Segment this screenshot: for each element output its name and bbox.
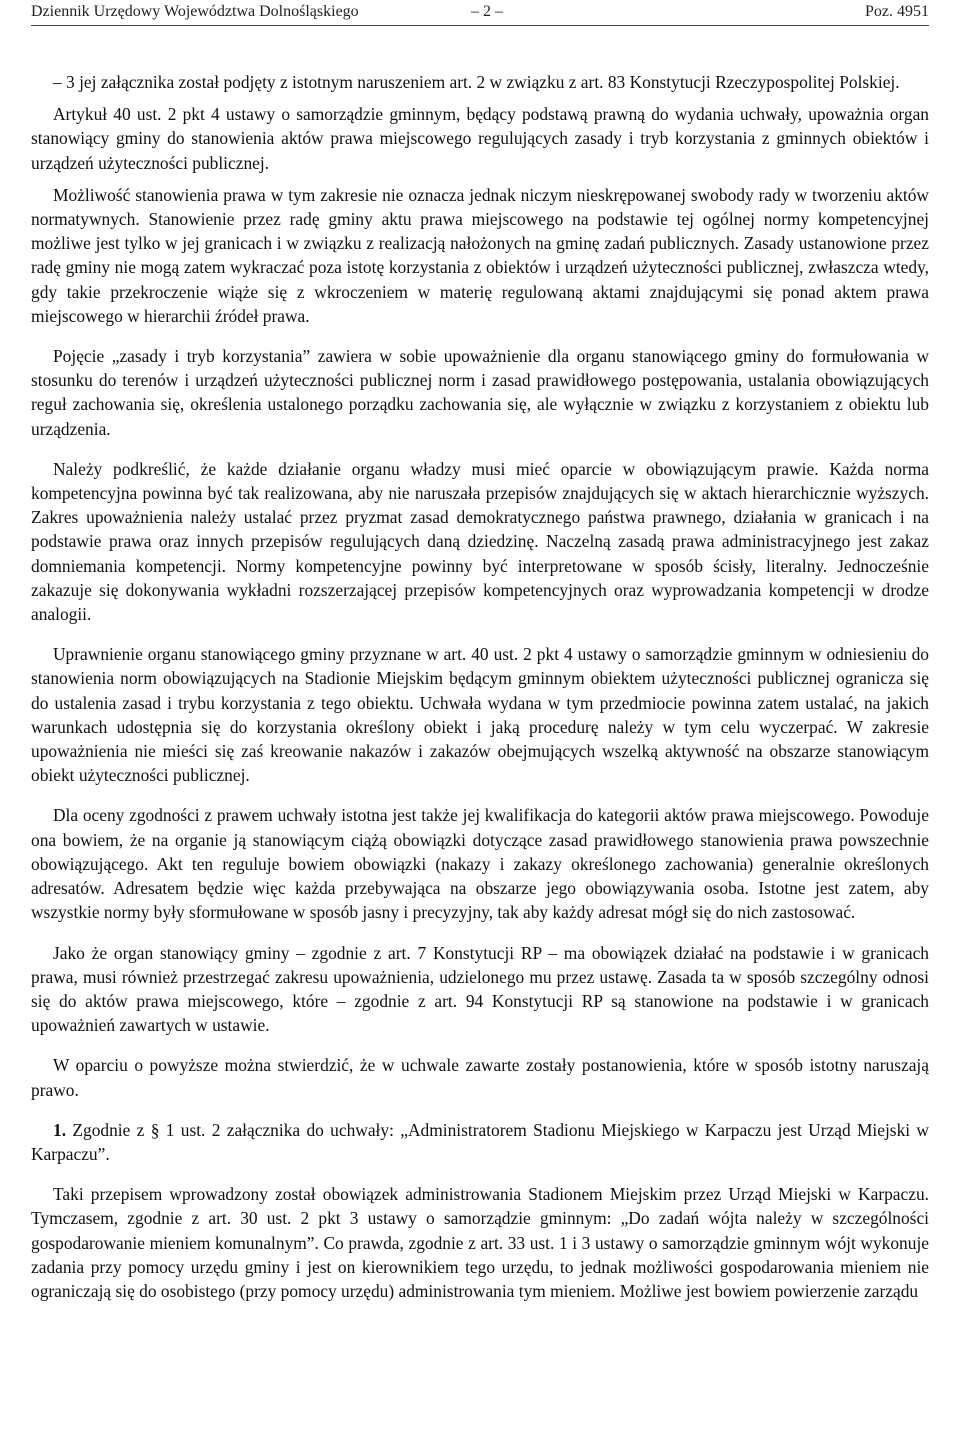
- paragraph-9: W oparciu o powyższe można stwierdzić, że w uchwale zawarte zostały postanowienia, które w sposób istotny naruszają prawo.: [31, 1055, 929, 1100]
- paragraph-7: Dla oceny zgodności z prawem uchwały istotna jest także jej kwalifikacja do kategorii aktów prawa miejscowego. Powoduje ona bowiem, że na organie ją stanowiącym ciążą obowiązki dotyczące zasad prawidłowego stanowienia prawa powszechnie obowiązującego. Akt ten reguluje bowiem obowiązki (nakazy i zakazy określonego zachowania) generalnie określonych adresatów. Adresatem będzie więc każda przebywająca na obszarze jego obowiązywania osoba. Istotne jest zatem, aby wszystkie normy były sformułowane w sposób jasny i precyzyjny, tak aby każdy adresat mógł się do nich zastosować.: [31, 805, 929, 923]
- paragraph-2: Artykuł 40 ust. 2 pkt 4 ustawy o samorządzie gminnym, będący podstawą prawną do wydania uchwały, upoważnia organ stanowiący gminy do stanowienia aktów prawa miejscowego regulujących zasady i tryb korzystania z gminnych obiektów i urządzeń użyteczności publicznej.: [31, 104, 929, 173]
- point-1-text: Zgodnie z § 1 ust. 2 załącznika do uchwały: „Administratorem Stadionu Miejskiego w Karpaczu jest Urząd Miejski w Karpaczu”.: [31, 1119, 929, 1164]
- position-number: Poz. 4951: [865, 3, 929, 20]
- document-body: [31, 70, 929, 1319]
- page-number: – 2 –: [471, 3, 503, 20]
- header-divider: [31, 25, 929, 26]
- point-1-paragraph: [31, 1118, 929, 1166]
- paragraph-5: Należy podkreślić, że każde działanie organu władzy musi mieć oparcie w obowiązującym prawie. Każda norma kompetencyjna powinna być tak realizowana, aby nie naruszała przepisów znajdujących się w aktach hierarchicznie wyższych. Zakres upoważnienia należy ustalać przez pryzmat zasad demokratycznego państwa prawnego, działania w granicach i na podstawie prawa oraz innych przepisów regulujących daną dziedzinę. Naczelną zasadą prawa administracyjnego jest zakaz domniemania kompetencji. Normy kompetencyjne powinny być interpretowane w sposób ścisły, literalny. Jednocześnie zakazuje się dokonywania wykładni rozszerzającej przepisów kompetencyjnych oraz wyprowadzania kompetencji w drodze analogii.: [31, 458, 929, 625]
- paragraph-3: Możliwość stanowienia prawa w tym zakresie nie oznacza jednak niczym nieskrępowanej swobody rady w tworzeniu aktów normatywnych. Stanowienie przez radę gminy aktu prawa miejscowego na podstawie tej ogólnej normy kompetencyjnej możliwe jest tylko w jej granicach i w związku z realizacją nałożonych na gminę zadań publicznych. Zasady ustanowione przez radę gminy nie mogą zatem wykraczać poza istotę korzystania z obiektów i urządzeń użyteczności publicznej, zwłaszcza wtedy, gdy takie przekroczenie wiąże się z wkroczeniem w materię regulowaną aktami znajdującymi się ponad aktem prawa miejscowego w hierarchii źródeł prawa.: [31, 184, 929, 326]
- paragraph-8: Jako że organ stanowiący gminy – zgodnie z art. 7 Konstytucji RP – ma obowiązek działać na podstawie i w granicach prawa, musi również przestrzegać zakresu upoważnienia, udzielonego mu przez ustawę. Zasada ta w sposób szczególny odnosi się do aktów prawa miejscowego, które – zgodnie z art. 94 Konstytucji RP są stanowione na podstawie i w granicach upoważnień zawartych w ustawie.: [31, 942, 929, 1036]
- paragraph-1: – 3 jej załącznika został podjęty z istotnym naruszeniem art. 2 w związku z art. 83 Konstytucji Rzeczypospolitej Polskiej.: [53, 72, 900, 92]
- paragraph-6: Uprawnienie organu stanowiącego gminy przyznane w art. 40 ust. 2 pkt 4 ustawy o samorządzie gminnym w odniesieniu do stanowienia norm obowiązujących na Stadionie Miejskim będącym gminnym obiektem użyteczności publicznej ogranicza się do ustalenia zasad i trybu korzystania z tego obiektu. Uchwała wydana w tym przedmiocie powinna zatem ustalać, na jakich warunkach udostępnia się do korzystania określony obiekt i jaką procedurę należy w tym celu wyczerpać. W zakresie upoważnienia nie mieści się zaś kreowanie nakazów i zakazów obejmujących wszelką aktywność na obszarze stanowiącym obiekt użyteczności publicznej.: [31, 644, 929, 786]
- point-1-number: 1.: [53, 1119, 67, 1140]
- paragraph-4: Pojęcie „zasady i tryb korzystania” zawiera w sobie upoważnienie dla organu stanowiącego gminy do formułowania w stosunku do terenów i urządzeń użyteczności publicznej norm i zasad prawidłowego postępowania, ustalania obowiązujących reguł zachowania się, określenia ustalonego porządku zachowania się, ale wyłącznie w związku z korzystaniem z obiektu lub urządzenia.: [31, 346, 929, 439]
- page-header: [31, 0, 929, 24]
- journal-title: Dziennik Urzędowy Województwa Dolnośląskiego: [31, 3, 359, 20]
- paragraph-last: Taki przepisem wprowadzony został obowiązek administrowania Stadionem Miejskim przez Urząd Miejski w Karpaczu. Tymczasem, zgodnie z art. 30 ust. 2 pkt 3 ustawy o samorządzie gminnym: „Do zadań wójta należy w szczególności gospodarowanie mieniem komunalnym”. Co prawda, zgodnie z art. 33 ust. 1 i 3 ustawy o samorządzie gminnym wójt wykonuje zadania przy pomocy urzędu gminy i jest on kierownikiem tego urzędu, to jednak możliwości gospodarowania mieniem nie ograniczają się do osobistego (przy pomocy urzędu) administrowania tym mieniem. Możliwe jest bowiem powierzenie zarządu: [31, 1184, 929, 1301]
